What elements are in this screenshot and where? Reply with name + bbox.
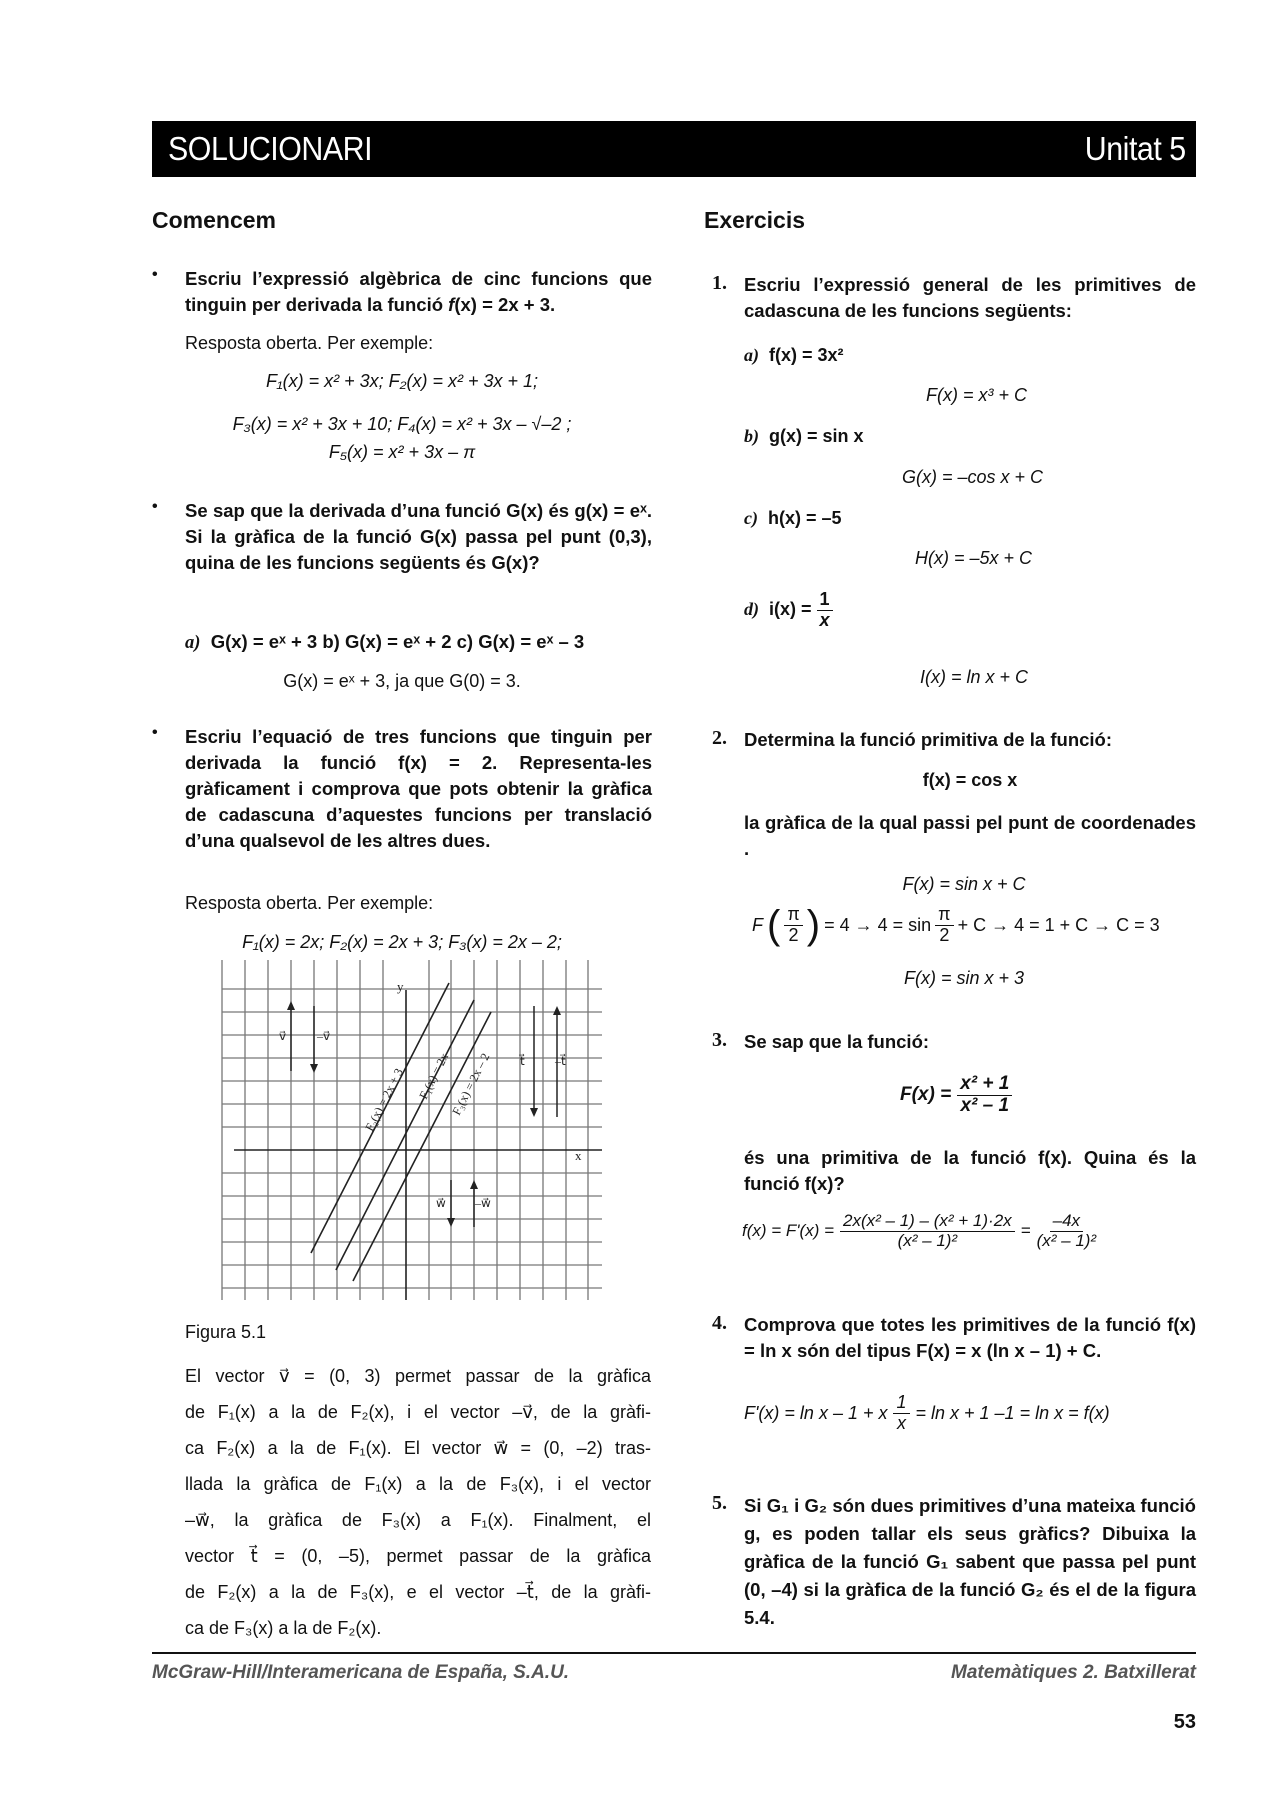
fraction: $\frac{\text{2x(x² – 1) – (x² + 1)·2x}}{\text{(x² – 1)²}}$ (840, 1212, 1015, 1250)
exercise-1c: c) h(x) = –5 (744, 508, 842, 528)
line-label-f2: F₂(x) = 2x + 3 (362, 1066, 406, 1134)
bullet: • (152, 724, 158, 741)
exercise-number: 2. (712, 727, 727, 749)
bullet: • (152, 266, 158, 283)
question-1 (152, 266, 652, 318)
x-axis-label: x (575, 1148, 582, 1163)
solution-line-2: F ( $\frac{\pi}{2}$ ) = 4 → 4 = sin $\frac{\pi}{2}$ + C → 4 = 1 + C → C = 3 (752, 903, 1160, 948)
exercise-number: 5. (712, 1492, 727, 1514)
unit-label: Unitat 5 (1085, 130, 1186, 167)
answer-1a: F(x) = x³ + C (926, 385, 1028, 405)
bullet: • (152, 498, 158, 515)
exercise-1-prompt: Escriu l’expressió general de les primitives de cadascuna de les funcions següents: (744, 274, 1196, 321)
vector-label-neg-v: –v⃗ (317, 1029, 331, 1043)
vector-label-t: t⃗ (520, 1054, 525, 1068)
section-title-exercicis: Exercicis (704, 207, 806, 233)
publisher: McGraw-Hill/Interamericana de España, S.A.U. (152, 1662, 570, 1683)
exercise-4-solution: F'(x) = ln x – 1 + x $\frac{1}{x}$ = ln x + 1 –1 = ln x = f(x) (744, 1392, 1110, 1433)
line-f3 (353, 1012, 491, 1281)
question-3-prompt: Escriu l’equació de tres funcions que tinguin per derivada la funció f(x) = 2. Representa-les gràficament i comprova que pots obtenir la gràfica de cadascuna d’aquestes funcions per translació d’una qualsevol de les altres dues. (185, 726, 652, 851)
line-f1 (336, 1000, 474, 1270)
answer-line: F₁(x) = 2x; F₂(x) = 2x + 3; F₃(x) = 2x – 2; (242, 932, 562, 952)
axes (234, 990, 602, 1300)
answer-1d: I(x) = ln x + C (920, 667, 1029, 687)
page-number: 53 (1173, 1711, 1196, 1733)
vector-label-neg-w: –w⃗ (475, 1196, 491, 1210)
header-title: SOLUCIONARI (168, 130, 373, 167)
answer-1b: G(x) = –cos x + C (902, 467, 1044, 487)
exercise-1b: b) g(x) = sin x (744, 426, 864, 446)
section-title-comencem: Comencem (152, 207, 276, 233)
answer-line: F₅(x) = x² + 3x – π (328, 442, 476, 462)
exercise-1a: a) f(x) = 3x² (744, 345, 844, 365)
answer-intro: Resposta oberta. Per exemple: (185, 893, 434, 913)
exercise-number: 1. (712, 272, 727, 294)
question-2-prompt: Se sap que la derivada d’una funció G(x) és g(x) = eˣ. Si la gràfica de la funció G(x) passa pel punt (0,3), quina de les funcions següents és G(x)? (185, 500, 652, 573)
fraction: $\frac{-4x}{\text{(x² – 1)²}}$ (1036, 1211, 1097, 1250)
question-1-prompt: Escriu l’expressió algèbrica de cinc funcions que tinguin per derivada la funció f(x) = 2x + 3. (185, 268, 652, 315)
exercise-3-function: F(x) = $\frac{\text{x² + 1}}{\text{x² – 1}}$ (900, 1074, 1012, 1117)
solution-line: F(x) = sin x + C (902, 874, 1026, 894)
exercise-3-prompt-2: és una primitiva de la funció f(x). Quina és la funció f(x)? (744, 1147, 1196, 1194)
exercise-3-prompt: Se sap que la funció: (744, 1031, 930, 1052)
grid (222, 960, 602, 1300)
question-3 (152, 724, 652, 854)
answer-line: F₁(x) = x² + 3x; F₂(x) = x² + 3x + 1; (265, 371, 539, 391)
answer-intro: Resposta oberta. Per exemple: (185, 333, 434, 353)
answer-line: G(x) = eˣ + 3, ja que G(0) = 3. (283, 671, 521, 691)
exercise-5-prompt: Si G₁ i G₂ són dues primitives d’una mateixa funció g, es poden tallar els seus gràfics? Dibuixa la gràfica de la funció G₁ sabent que passa pel punt (0, –4) si la gràfica de la funció G₂ és el de la figura 5.4. (744, 1495, 1196, 1628)
question-2 (152, 498, 652, 576)
function-lines (311, 983, 491, 1281)
fraction: $\frac{\pi}{2}$ (784, 905, 802, 946)
footer-divider (152, 1652, 1196, 1654)
line-label-f3: F₃(x) = 2x – 2 (449, 1050, 493, 1118)
exercise-3-solution: f(x) = F'(x) = $\frac{\text{2x(x² – 1) – (x² + 1)·2x}}{\text{(x² – 1)²}}$ = $\frac{-4x}{\text{(x² – 1)²}}$ (742, 1211, 1097, 1250)
exercise-number: 3. (712, 1029, 727, 1051)
exercise-2-prompt: Determina la funció primitiva de la funció: (744, 729, 1113, 750)
exercise-1d: d) i(x) = $\frac{1}{x}$ (744, 590, 833, 631)
explanation-paragraph: El vector v⃗ = (0, 3) permet passar de la gràfica de F₁(x) a la de F₂(x), i el vector –v⃗, de la gràfi- ca F₂(x) a la de F₁(x). El vector w⃗ = (0, –2) tras- llada la gràfica de F₁(x) a la de F₃(x), i el vector –w⃗, la gràfica de F₃(x) a F₁(x). Finalment, el vector t⃗ = (0, –5), permet passar de la gràfica de F₂(x) a la de F₃(x), e el vector –t⃗, de la gràfi- ca de F₃(x) a la de F₂(x). (185, 1366, 651, 1638)
exercise-2-prompt-2: la gràfica de la qual passi pel punt de coordenades . (744, 812, 1196, 859)
vector-label-w: w⃗ (436, 1196, 446, 1210)
figure-caption: Figura 5.1 (185, 1322, 267, 1342)
vector-label-v: v⃗ (279, 1029, 287, 1043)
fraction: $\frac{1}{x}$ (817, 590, 833, 631)
options-line: a) G(x) = eˣ + 3 b) G(x) = eˣ + 2 c) G(x) = eˣ – 3 (185, 631, 585, 653)
figure-5-1-graph (210, 955, 610, 1305)
line-label-f1: F₁(x) = 2x (416, 1050, 452, 1102)
exercise-2-function: f(x) = cos x (922, 770, 1018, 790)
fraction: $\frac{\pi}{2}$ (935, 905, 953, 946)
exercise-number: 4. (712, 1312, 727, 1334)
vector-label-neg-t: –t⃗ (555, 1054, 566, 1068)
book-title: Matemàtiques 2. Batxillerat (951, 1662, 1196, 1683)
solution-line: F(x) = sin x + 3 (903, 968, 1025, 988)
page-header (152, 121, 1196, 177)
y-axis-label: y (397, 979, 404, 994)
answer-1c: H(x) = –5x + C (915, 548, 1033, 568)
fraction: $\frac{\text{x² + 1}}{\text{x² – 1}}$ (957, 1074, 1012, 1117)
exercise-4-prompt: Comprova que totes les primitives de la funció f(x) = ln x són del tipus F(x) = x (ln x – 1) + C. (744, 1314, 1196, 1361)
answer-line: F₃(x) = x² + 3x + 10; F₄(x) = x² + 3x – √–2 ; (232, 414, 572, 434)
fraction: $\frac{1}{x}$ (893, 1393, 909, 1434)
